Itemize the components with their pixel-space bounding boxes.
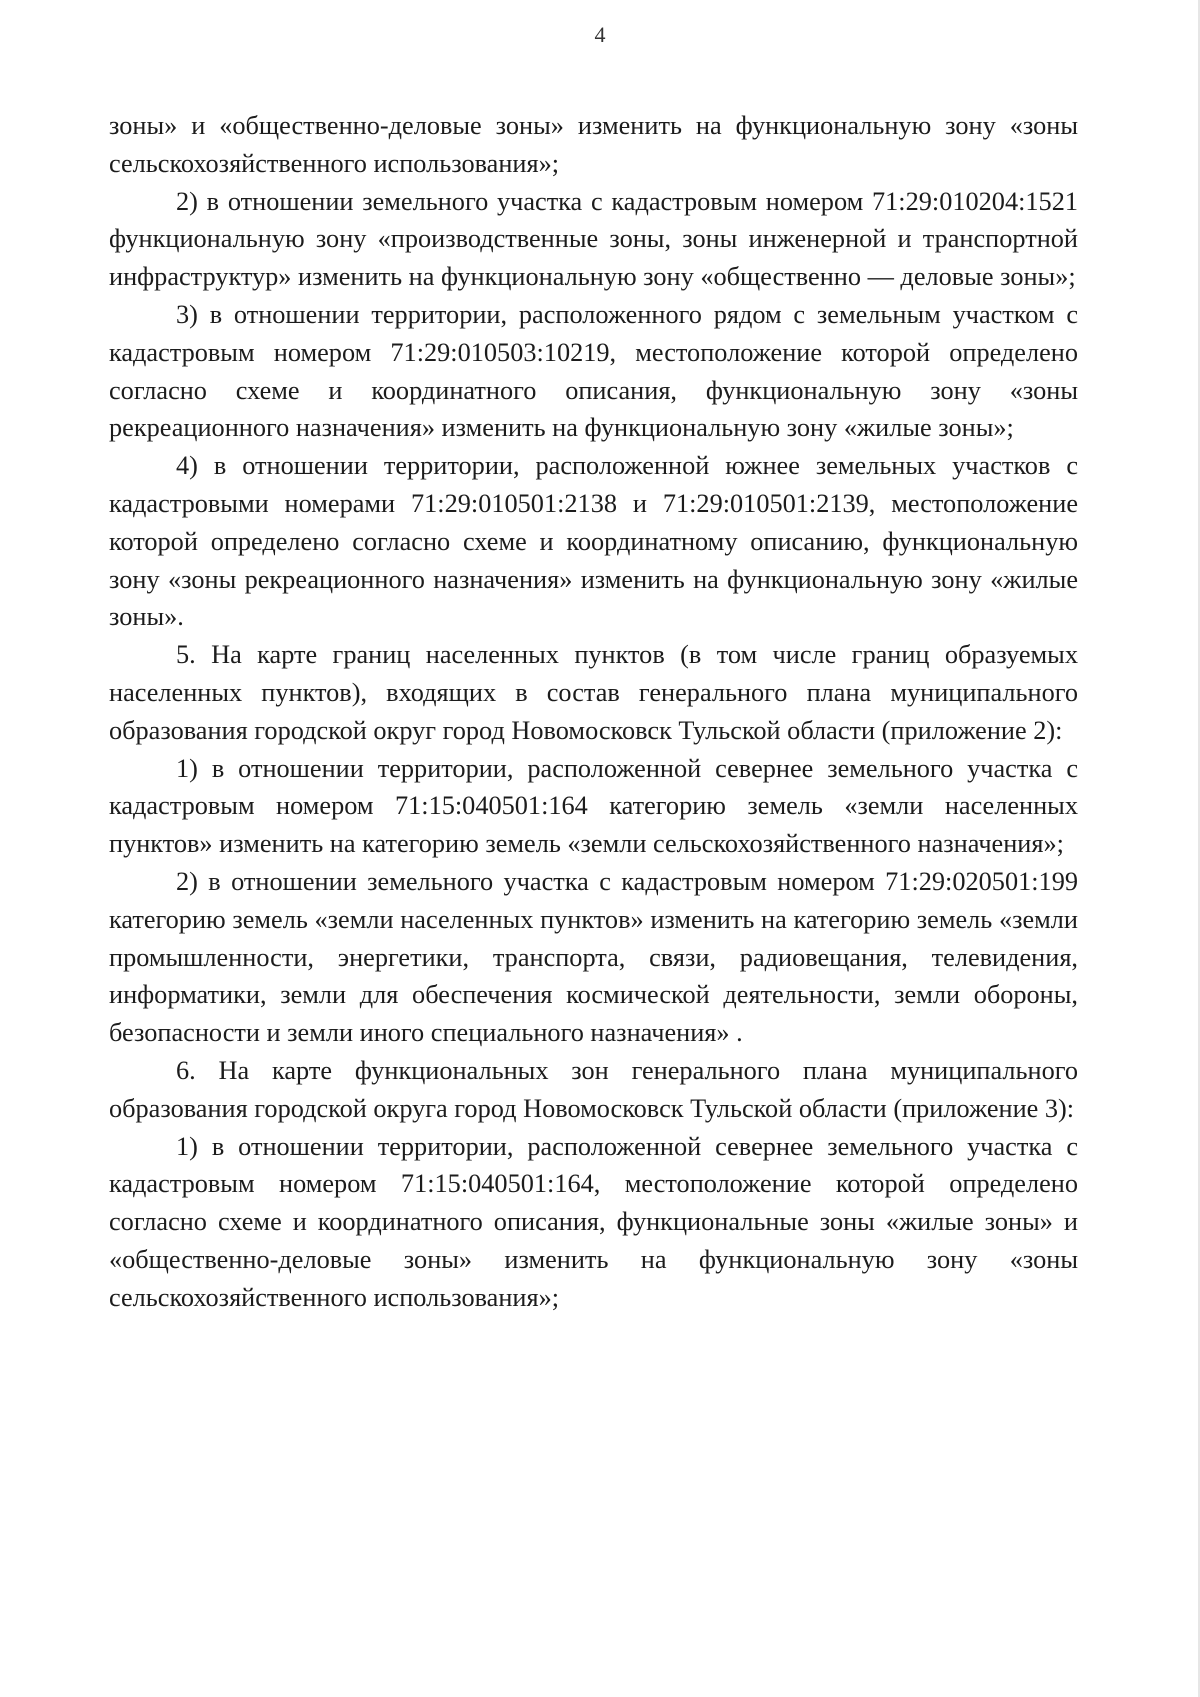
- paragraph: 5. На карте границ населенных пунктов (в том числе границ образуемых населенных пунктов), входящих в состав генерального плана муниципального образования городской округ город Новомосковск Тульской области (приложение 2):: [109, 640, 1078, 745]
- paragraph: 2) в отношении земельного участка с кадастровым номером 71:29:020501:199 категорию земель «земли населенных пунктов» изменить на категорию земель «земли промышленности, энергетики, транспорта, связи, радиовещания, телевидения, информатики, земли для обеспечения космической деятельности, земли обороны, безопасности и земли иного специального назначения» .: [109, 866, 1078, 1048]
- paragraph: 6. На карте функциональных зон генерального плана муниципального образования городской округа город Новомосковск Тульской области (приложение 3):: [109, 1055, 1078, 1123]
- document-body: [109, 107, 1078, 1317]
- paragraph: зоны» и «общественно-деловые зоны» изменить на функциональную зону «зоны сельскохозяйственного использования»;: [109, 111, 1078, 178]
- paragraph: 4) в отношении территории, расположенной южнее земельных участков с кадастровыми номерами 71:29:010501:2138 и 71:29:010501:2139, местоположение которой определено согласно схеме и координатному описанию, функциональную зону «зоны рекреационного назначения» изменить на функциональную зону «жилые зоны».: [109, 451, 1078, 632]
- paragraph: 1) в отношении территории, расположенной севернее земельного участка с кадастровым номером 71:15:040501:164, местоположение которой определено согласно схеме и координатного описания, функциональные зоны «жилые зоны» и «общественно-деловые зоны» изменить на функциональную зону «зоны сельскохозяйственного использования»;: [109, 1131, 1078, 1312]
- paragraph: 2) в отношении земельного участка с кадастровым номером 71:29:010204:1521 функциональную зону «производственные зоны, зоны инженерной и транспортной инфраструктур» изменить на функциональную зону «общественно — деловые зоны»;: [109, 186, 1078, 292]
- paragraph: 3) в отношении территории, расположенного рядом с земельным участком с кадастровым номером 71:29:010503:10219, местоположение которой определено согласно схеме и координатного описания, функциональную зону «зоны рекреационного назначения» изменить на функциональную зону «жилые зоны»;: [109, 299, 1078, 443]
- page-number: 4: [594, 22, 606, 47]
- paragraph: 1) в отношении территории, расположенной севернее земельного участка с кадастровым номером 71:15:040501:164 категорию земель «земли населенных пунктов» изменить на категорию земель «земли сельскохозяйственного назначения»;: [109, 753, 1078, 859]
